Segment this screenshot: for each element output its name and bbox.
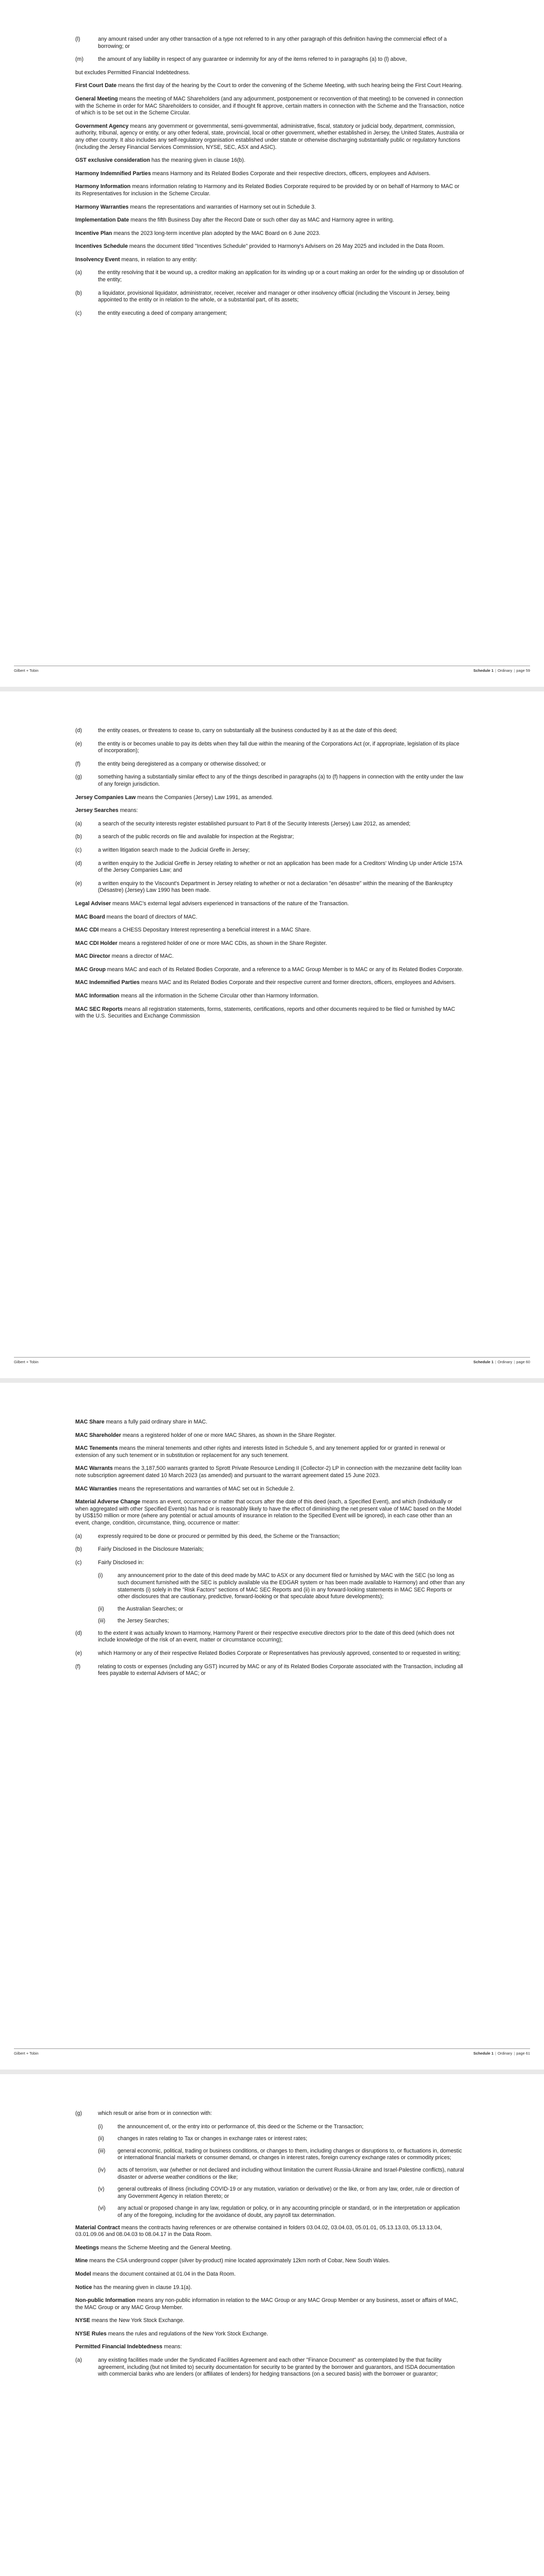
footer-firm: Gilbert + Tobin [14,2051,39,2056]
sub-list-item [98,2186,465,2200]
definition-text: means MAC and each of its Related Bodies Corporate, and a reference to a MAC Group Member is to MAC or any of its Related Bodies Corporate. [105,966,464,973]
list-item-label: (b) [75,1546,82,1553]
list-item-text: which result or arise from or in connection with: [98,2110,212,2116]
list-item-text: a written litigation search made to the Judicial Greffe in Jersey; [98,846,250,853]
list-item [75,1650,465,1657]
list-item-label: (i) [98,2123,103,2130]
sub-list-item [98,2148,465,2162]
sub-list-item [98,1572,465,1600]
list-item-label: (f) [75,760,80,767]
footer-firm: Gilbert + Tobin [14,1360,39,1364]
list-item [75,1560,465,1567]
page-footer [14,666,530,673]
definition-text: means the meeting of MAC Shareholders (and any adjournment, postponement or reconvention of that meeting) to be convened in connection with the Scheme in order for MAC Shareholders to consider, and if thought fit approve, certain matters in connection with the Scheme and the Transaction, notice of which is to be set out in the Scheme Circular. [75,95,465,116]
defined-term: MAC Shareholder [75,1432,121,1438]
footer-section: Ordinary [497,668,513,673]
list-item-text: Fairly Disclosed in: [98,1559,144,1566]
defined-term: NYSE Rules [75,2330,107,2337]
definition-text: means the fifth Business Day after the Record Date or such other day as MAC and Harmony agree in writing. [129,217,394,224]
list-item-label: (e) [75,1650,82,1657]
definition-text: means a registered holder of one or more MAC CDIs, as shown in the Share Register. [117,940,327,946]
definition-paragraph [75,1006,465,1020]
list-item [75,310,465,317]
list-item-text: the announcement of, or the entry into or performance of, this deed or the Scheme or the Transaction; [118,2123,364,2130]
list-item [75,269,465,283]
footer-page-prefix: page [516,1360,525,1364]
definition-text: means the mineral tenements and other rights and interests listed in Schedule 5, and any tenement applied for or granted in renewal or extension of any such tenement or in substitution or replacement for any such tenement. [75,1445,446,1459]
definition-text: means a fully paid ordinary share in MAC. [104,1419,208,1425]
list-item-text: any existing facilities made under the Syndicated Facilities Agreement and each other "Finance Document" as contemplated by the that facility agreement, including (but not limited to) security documentation for security to be granted by the borrower and guarantors, and ISDA documentation with commercial banks who are lenders (or affiliates of lenders) for hedging transactions (on a secured basis) with the borrower or guarantor; [98,2357,455,2378]
list-item-label: (ii) [98,2136,104,2142]
list-item-label: (l) [75,36,80,42]
definition-text: means the representations and warranties of Harmony set out in Schedule 3. [128,204,316,210]
list-item-text: a written enquiry to the Viscount's Department in Jersey relating to whether or not a declaration "en désastre" within the meaning of the Bankruptcy (Désastre) (Jersey) Law 1990 has been made. [98,880,453,894]
list-item [75,290,465,304]
footer-page-prefix: page [516,2051,525,2056]
defined-term: General Meeting [75,95,118,102]
definition-text: means a CHESS Depositary Interest representing a beneficial interest in a MAC Share. [98,927,311,934]
list-item [75,834,465,841]
definition-text: means any government or governmental, semi-governmental, administrative, fiscal, statutory or judicial body, department, commission, authority, tribunal, agency or entity, or any other federal, state, provincial, local or other government, whether established in Jersey, the United States, Australia or any other country. It also includes any self-regulatory organisation established under statute or otherwise discharging substantially public or regulatory functions (including the Jersey Financial Services Commission, NYSE, SEC, ASX and ASIC). [75,123,465,150]
definition-text: means the board of directors of MAC. [105,913,197,920]
defined-term: MAC Warranties [75,1485,118,1492]
sub-list-item [98,1618,465,1625]
paragraph [75,70,465,77]
list-item-text: the Australian Searches; or [118,1605,184,1612]
footer-reference [473,668,530,673]
list-item-label: (e) [75,880,82,887]
footer-reference [473,1360,530,1365]
definition-paragraph [75,993,465,1000]
definition-paragraph [75,967,465,974]
list-item [75,727,465,735]
definition-paragraph [75,2245,465,2252]
defined-term: Permitted Financial Indebtedness [75,2344,162,2350]
definition-paragraph [75,1486,465,1493]
definition-text: means the representations and warranties of MAC set out in Schedule 2. [117,1485,295,1492]
list-item-label: (b) [75,290,82,296]
page [0,1383,544,2070]
footer-firm: Gilbert + Tobin [14,668,39,673]
list-item-text: a written enquiry to the Judicial Greffe in Jersey relating to whether or not an application has been made for a Creditors' Winding Up under Article 157A of the Jersey Companies Law; and [98,860,463,874]
footer-separator: | [495,2051,496,2056]
defined-term: Jersey Companies Law [75,794,136,801]
list-item-text: any amount raised under any other transaction of a type not referred to in any other paragraph of this definition having the commercial effect of a borrowing; or [98,36,447,49]
definition-paragraph [75,243,465,250]
list-item-label: (ii) [98,1605,104,1612]
sub-list-item [98,1606,465,1613]
footer-reference [473,2051,530,2056]
definition-paragraph [75,217,465,224]
sub-list-item [98,2124,465,2131]
list-item-text: something having a substantially similar effect to any of the things described in paragraphs (a) to (f) happens in connection with the entity under the law of any foreign jurisdiction. [98,774,464,787]
definition-paragraph [75,1419,465,1426]
list-item [75,36,465,50]
definition-text: means the Companies (Jersey) Law 1991, as amended. [136,794,273,801]
defined-term: MAC Director [75,953,110,960]
definition-paragraph [75,901,465,908]
definition-text: means the rules and regulations of the New York Stock Exchange. [106,2330,268,2337]
list-item-text: any announcement prior to the date of this deed made by MAC to ASX or any document filed or furnished by MAC with the SEC (so long as such document furnished with the SEC is publicly available via the EDGAR system or has been made available to Harmony) and other than any statements (i) solely in the "Risk Factors" sections of MAC SEC Reports and (ii) in any forward-looking statements in MAC SEC Reports or other disclosures that are cautionary, predictive, forward-looking or that speculate about future developments); [118,1572,465,1600]
page-footer [14,1357,530,1365]
list-item-label: (g) [75,774,82,781]
footer-section: Ordinary [497,1360,513,1364]
definition-paragraph [75,257,465,264]
page-body [75,1419,465,1684]
footer-separator: | [514,668,515,673]
definition-text: means an event, occurrence or matter that occurs after the date of this deed (each, a Specified Event), and which (individually or when aggregated with other Specified Events) has had or is reasonably likely to have the effect of diminishing the net present value of MAC based on the Model by US$150 million or more (where any potential or actual amounts of insurance in relation to the Specified Event will be ignored), in each case other than an event, change, condition, circumstance, thing, occurrence or matter: [75,1499,461,1526]
list-item-text: the Jersey Searches; [118,1618,169,1624]
definition-paragraph [75,230,465,238]
footer-page-number: 61 [525,2051,530,2056]
list-item-label: (g) [75,2110,82,2116]
page-footer [14,2048,530,2056]
footer-separator: | [495,668,496,673]
definition-text: means any non-public information in relation to the MAC Group or any MAC Group Member or any business, asset or affairs of MAC, the MAC Group or any MAC Group Member. [75,2297,458,2311]
defined-term: Harmony Warranties [75,204,129,210]
sub-list-item [98,2167,465,2181]
list-item-label: (v) [98,2186,105,2193]
defined-term: NYSE [75,2317,90,2324]
list-item-text: general economic, political, trading or business conditions, or changes to them, including changes or disruptions to, or fluctuations in, domestic or international financial markets or consumer demand, or changes in interest rates, foreign currency exchange rates or commodity prices; [118,2147,462,2161]
defined-term: Material Adverse Change [75,1499,141,1505]
list-item-text: the amount of any liability in respect of any guarantee or indemnity for any of the items referred to in paragraphs (a) to (l) above, [98,56,407,63]
definition-paragraph [75,794,465,802]
defined-term: Jersey Searches [75,807,119,814]
list-item-label: (b) [75,834,82,840]
definition-text: means the New York Stock Exchange. [90,2317,185,2324]
list-item-text: the entity ceases, or threatens to cease to, carry on substantially all the business conducted by it as at the date of this deed; [98,727,398,734]
definition-paragraph [75,171,465,178]
defined-term: MAC CDI Holder [75,940,118,946]
list-item-text: a search of the security interests register established pursuant to Part 8 of the Security Interests (Jersey) Law 2012, as amended; [98,820,410,827]
definition-paragraph [75,979,465,987]
defined-term: MAC Indemnified Parties [75,979,140,986]
list-item-text: any actual or proposed change in any law, regulation or policy, or in any accounting principle or standard, or in the interpretation or application of any of the foregoing, including for the avoidance of doubt, any payroll tax determination. [118,2205,460,2218]
footer-separator: | [514,2051,515,2056]
footer-schedule: Schedule 1 [473,2051,494,2056]
definition-text: means: [162,2344,182,2350]
list-item-label: (i) [98,1572,103,1579]
page-body [75,36,465,323]
list-item-text: the entity being deregistered as a company or otherwise dissolved; or [98,760,266,767]
list-item-text: changes in rates relating to Tax or changes in exchange rates or interest rates; [118,2136,307,2142]
list-item [75,1664,465,1677]
definition-text: means the document contained at 01.04 in the Data Room. [91,2270,236,2277]
definition-text: means a director of MAC. [110,953,174,960]
footer-schedule: Schedule 1 [473,668,494,673]
list-item-label: (iv) [98,2166,106,2173]
list-item-text: the entity resolving that it be wound up, a creditor making an application for its winding up or a court making an order for the winding up or dissolution of the entity; [98,269,464,283]
definition-paragraph [75,1445,465,1459]
definition-paragraph [75,204,465,211]
definition-paragraph [75,2284,465,2292]
definition-paragraph [75,807,465,815]
list-item-text: a liquidator, provisional liquidator, administrator, receiver, receiver and manager or other insolvency official (including the Viscount in Jersey, being appointed to the entity or in relation to the whole, or a substantial part, of its assets; [98,290,450,303]
definition-text: means the CSA underground copper (silver by-product) mine located approximately 12km north of Cobar, New South Wales. [88,2258,390,2264]
definition-text: means MAC and its Related Bodies Corporate and their respective current and former directors, officers, employees and Advisers. [139,979,456,986]
defined-term: MAC Information [75,993,120,999]
list-item [75,860,465,874]
definition-text: but excludes Permitted Financial Indebtedness. [75,69,190,76]
definition-paragraph [75,2344,465,2351]
definition-text: means: [118,807,138,814]
defined-term: Mine [75,2258,88,2264]
list-item-label: (c) [75,310,82,316]
page [0,691,544,1378]
footer-separator: | [495,1360,496,1364]
list-item-text: general outbreaks of illness (including COVID-19 or any mutation, variation or derivative) or the like, or from any law, order, rule or direction of any Government Agency in relation thereto; or [118,2186,459,2199]
definition-text: means the Scheme Meeting and the General Meeting. [98,2244,232,2251]
footer-page-prefix: page [516,668,525,673]
footer-page-number: 60 [525,1360,530,1364]
defined-term: MAC CDI [75,927,99,934]
list-item [75,1546,465,1553]
defined-term: MAC Tenements [75,1445,118,1452]
list-item-label: (d) [75,860,82,867]
definition-paragraph [75,2271,465,2278]
defined-term: MAC SEC Reports [75,1006,123,1012]
definition-paragraph [75,2317,465,2325]
list-item-label: (a) [75,820,82,827]
list-item-text: the entity is or becomes unable to pay its debts when they fall due within the meaning of the Corporations Act (or, if appropriate, legislation of its place of incorporation); [98,740,459,754]
definition-text: means the document titled "Incentives Schedule" provided to Harmony's Advisers on 26 May 2025 and included in the Data Room. [127,243,445,250]
definition-paragraph [75,914,465,921]
definition-paragraph [75,82,465,90]
footer-page-number: 59 [525,668,530,673]
definition-text: has the meaning given in clause 16(b). [150,157,245,164]
list-item-text: relating to costs or expenses (including any GST) incurred by MAC or any of its Related Bodies Corporate associated with the Transaction, including all fees payable to external Advisers of MAC; or [98,1663,463,1677]
definition-paragraph [75,2297,465,2311]
definition-paragraph [75,157,465,164]
list-item-label: (e) [75,740,82,747]
definition-paragraph [75,123,465,151]
defined-term: MAC Warrants [75,1465,113,1472]
definition-text: means the first day of the hearing by the Court to order the convening of the Scheme Meeting, with such hearing being the First Court Hearing. [117,82,463,89]
list-item-text: acts of terrorism, war (whether or not declared and including without limitation the current Russia-Ukraine and Israel-Palestine conflicts), natural disaster or adverse weather conditions or the like; [118,2166,464,2180]
list-item-text: to the extent it was actually known to Harmony, Harmony Parent or their respective executive directors prior to the date of this deed (which does not include knowledge of the risk of an event, matter or circumstance occurring); [98,1630,455,1643]
list-item [75,741,465,755]
defined-term: Meetings [75,2244,99,2251]
defined-term: MAC Group [75,966,106,973]
defined-term: Model [75,2270,91,2277]
definition-paragraph [75,1499,465,1527]
list-item-label: (d) [75,1630,82,1636]
definition-text: means MAC's external legal advisers experienced in transactions of the nature of the Transaction. [111,900,349,907]
list-item-text: a search of the public records on file and available for inspection at the Registrar; [98,834,294,840]
list-item-label: (a) [75,269,82,276]
list-item-label: (m) [75,56,84,63]
definition-paragraph [75,927,465,934]
definition-paragraph [75,96,465,117]
defined-term: First Court Date [75,82,117,89]
definition-paragraph [75,940,465,947]
list-item [75,821,465,828]
list-item-text: Fairly Disclosed in the Disclosure Materials; [98,1546,204,1553]
footer-section: Ordinary [497,2051,513,2056]
defined-term: Insolvency Event [75,256,120,263]
definition-paragraph [75,953,465,960]
definition-text: means the 3,187,500 warrants granted to Sprott Private Resource Lending II (Collector-2) LP in connection with the mezzanine debt facility loan note subscription agreement dated 10 March 2023 (as amended) and pursuant to the warrant agreement dated 15 June 2023. [75,1465,462,1479]
definition-text: means all registration statements, forms, statements, certifications, reports and other documents required to be filed or furnished by MAC with the U.S. Securities and Exchange Commission [75,1006,455,1020]
list-item-label: (iii) [98,1618,106,1624]
defined-term: Harmony Indemnified Parties [75,170,151,177]
list-item-label: (c) [75,1559,82,1566]
definition-text: means Harmony and its Related Bodies Corporate and their respective directors, officers, employees and Advisers. [151,170,431,177]
definition-paragraph [75,183,465,197]
list-item-text: the entity executing a deed of company arrangement; [98,310,227,316]
list-item [75,2357,465,2378]
defined-term: GST exclusive consideration [75,157,150,164]
definition-paragraph [75,1465,465,1479]
defined-term: Non-public Information [75,2297,136,2304]
defined-term: Legal Adviser [75,900,111,907]
sub-list-item [98,2205,465,2219]
list-item [75,1533,465,1540]
defined-term: Notice [75,2284,92,2291]
list-item-label: (a) [75,2357,82,2364]
defined-term: MAC Share [75,1419,105,1425]
footer-separator: | [514,1360,515,1364]
defined-term: Implementation Date [75,217,129,224]
footer-schedule: Schedule 1 [473,1360,494,1364]
list-item-label: (vi) [98,2205,106,2212]
page [0,0,544,687]
defined-term: Material Contract [75,2224,120,2231]
definition-text: means, in relation to any entity: [120,256,197,263]
page [0,2074,544,2576]
list-item-text: expressly required to be done or procured or permitted by this deed, the Scheme or the Transaction; [98,1533,340,1539]
list-item [75,847,465,854]
definition-text: has the meaning given in clause 19.1(a). [92,2284,192,2291]
list-item-text: which Harmony or any of their respective Related Bodies Corporate or Representatives has previously approved, consented to or requested in writing; [98,1650,461,1657]
list-item [75,761,465,768]
defined-term: Incentives Schedule [75,243,128,250]
list-item-label: (f) [75,1663,80,1670]
definition-text: means a registered holder of one or more MAC Shares, as shown in the Share Register. [121,1432,336,1438]
defined-term: MAC Board [75,913,105,920]
list-item-label: (iii) [98,2147,106,2154]
defined-term: Incentive Plan [75,230,112,236]
sub-list-item [98,2136,465,2143]
definition-text: means all the information in the Scheme Circular other than Harmony Information. [119,993,319,999]
list-item-label: (c) [75,846,82,853]
page-body [75,727,465,1026]
list-item-label: (a) [75,1533,82,1539]
list-item [75,2110,465,2117]
list-item [75,56,465,63]
list-item-label: (d) [75,727,82,734]
definition-paragraph [75,1432,465,1439]
defined-term: Government Agency [75,123,129,129]
definition-paragraph [75,2331,465,2338]
page-body [75,2110,465,2384]
definition-text: means information relating to Harmony and its Related Bodies Corporate required to be provided by or on behalf of Harmony to MAC or its Representatives for inclusion in the Scheme Circular. [75,183,459,197]
list-item [75,1630,465,1644]
definition-text: means the 2023 long-term incentive plan adopted by the MAC Board on 6 June 2023. [112,230,321,236]
definition-paragraph [75,2258,465,2265]
definition-text: means the contracts having references or are otherwise contained in folders 03.04.02, 03.04.03, 05.01.01, 05.13.13.03, 05.13.13.04, 03.01.09.06 and 08.04.03 to 08.04.17 in the Data Room. [75,2224,442,2238]
definition-paragraph [75,2225,465,2239]
defined-term: Harmony Information [75,183,131,190]
list-item [75,774,465,788]
list-item [75,880,465,894]
